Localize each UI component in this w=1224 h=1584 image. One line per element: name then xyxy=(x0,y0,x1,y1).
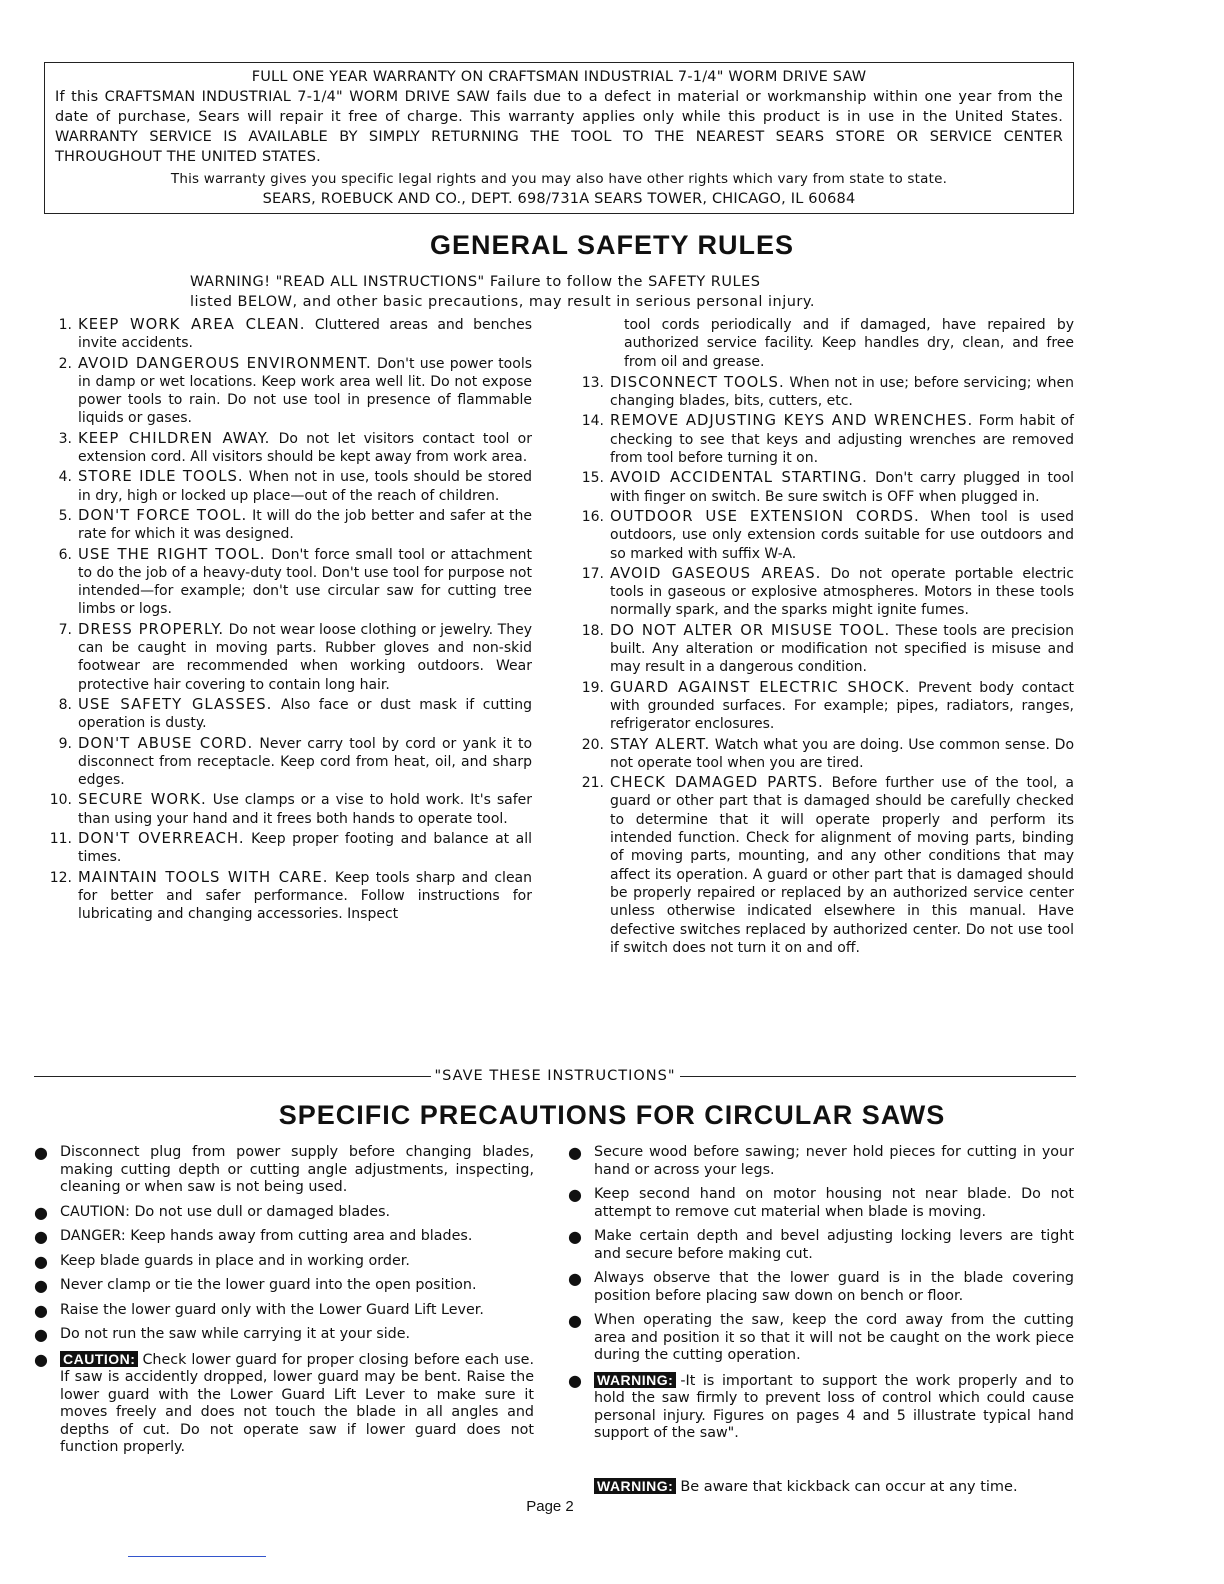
rule-item xyxy=(572,736,1074,773)
rule-text: It will do the job better and safer at the rate for which it was designed. xyxy=(78,507,532,543)
warning-label: WARNING: xyxy=(594,1478,676,1494)
precaution-text: Secure wood before sawing; never hold pieces for cutting in your hand or across your legs. xyxy=(594,1144,1074,1178)
rule-item xyxy=(40,696,532,733)
rule-heading: USE THE RIGHT TOOL. xyxy=(78,545,266,563)
rule-number: 8. xyxy=(58,696,72,713)
rule-heading: GUARD AGAINST ELECTRIC SHOCK. xyxy=(610,678,911,696)
precautions-right-column xyxy=(568,1144,1074,1450)
precaution-item xyxy=(34,1351,534,1457)
precaution-text: Disconnect plug from power supply before changing blades, making cutting depth or cutting angle adjustments, inspecting, cleaning or when saw is not being used. xyxy=(60,1144,534,1195)
rule-text: Keep proper footing and balance at all times. xyxy=(78,831,533,866)
rule-number: 20. xyxy=(581,736,604,753)
rule-number: 9. xyxy=(58,735,72,752)
rule-heading: STAY ALERT. xyxy=(610,735,711,753)
rule-number: 11. xyxy=(49,831,72,848)
precaution-text: When operating the saw, keep the cord away from the cutting area and position it so that it will not be caught on the work piece during the cutting operation. xyxy=(594,1312,1074,1363)
rule-heading: DON'T OVERREACH. xyxy=(78,830,245,848)
rule-heading: KEEP WORK AREA CLEAN. xyxy=(78,316,306,333)
rule-text: Before further use of the tool, a guard or other part that is damaged should be carefully checked to determine that it will operate properly and perform its intended function. Check for alignment of moving parts, binding of moving parts, mounting, and any other conditions that may affect its operation. A guard or other part that is damaged should be properly repaired or replaced by an authorized service center unless otherwise indicated elsewhere in this manual. Have defective switches replaced by authorized center. Do not use tool if switch does not turn it on and off. xyxy=(610,775,1074,956)
rule-heading: CHECK DAMAGED PARTS. xyxy=(610,774,824,792)
warranty-title: FULL ONE YEAR WARRANTY ON CRAFTSMAN INDUSTRIAL 7-1/4" WORM DRIVE SAW xyxy=(251,69,867,85)
precaution-item xyxy=(34,1228,534,1246)
rule-item xyxy=(572,412,1074,467)
rule-text: When tool is used outdoors, use only extension cords suitable for use outdoors and so marked with suffix W-A. xyxy=(610,508,1074,562)
divider-line-left xyxy=(34,1076,431,1077)
footer-line xyxy=(128,1556,266,1557)
bullet-icon: ● xyxy=(568,1311,582,1330)
rule-item xyxy=(40,355,532,428)
precaution-item xyxy=(34,1302,534,1320)
precaution-item xyxy=(34,1277,534,1295)
bullet-icon: ● xyxy=(34,1349,48,1369)
precaution-item xyxy=(34,1253,534,1271)
precaution-item xyxy=(34,1144,534,1197)
rule-item xyxy=(40,468,532,505)
rule-item xyxy=(572,508,1074,563)
rule-number: 2. xyxy=(58,355,72,372)
warning-label: WARNING: xyxy=(594,1372,676,1388)
precaution-item xyxy=(568,1144,1074,1179)
rules-left-column xyxy=(40,316,532,926)
rule-item xyxy=(40,869,532,924)
rule-heading: DRESS PROPERLY. xyxy=(78,620,225,638)
rule-text: Use clamps or a vise to hold work. It's safer than using your hand and it frees both hands to operate tool. xyxy=(78,792,532,827)
rule-number: 12. xyxy=(49,869,72,886)
precaution-item xyxy=(568,1186,1074,1221)
precaution-text: Keep second hand on motor housing not near blade. Do not attempt to remove cut material when blade is moving. xyxy=(594,1186,1074,1220)
rule-number: 16. xyxy=(581,508,604,525)
rule-item xyxy=(40,830,532,867)
rule-number: 3. xyxy=(58,430,72,447)
rule-item xyxy=(572,774,1074,957)
bullet-icon: ● xyxy=(568,1227,582,1246)
precautions-left-column xyxy=(34,1144,534,1464)
save-instructions-divider xyxy=(34,1068,1076,1084)
rule-item xyxy=(40,507,532,544)
rule-number: 4. xyxy=(58,469,72,486)
rule-item xyxy=(40,546,532,619)
precaution-text: -It is important to support the work properly and to hold the saw firmly to prevent loss of control which could cause personal injury. Figures on pages 4 and 5 illustrate typical hand support of the saw". xyxy=(594,1372,1074,1441)
intro-line-1: WARNING! "READ ALL INSTRUCTIONS" Failure to follow the SAFETY RULES xyxy=(190,274,761,290)
kickback-warning xyxy=(594,1478,1018,1495)
rule-12-continuation: tool cords periodically and if damaged, have repaired by authorized service facility. Keep handles dry, clean, and free from oil and grease. xyxy=(624,317,1074,370)
rule-text: Don't force small tool or attachment to do the job of a heavy-duty tool. Don't use tool for purpose not intended—for example; don't use circular saw for cutting tree limbs or logs. xyxy=(78,546,532,618)
rule-heading: SECURE WORK. xyxy=(78,791,207,809)
rule-heading: DON'T ABUSE CORD. xyxy=(78,734,254,752)
precaution-text: CAUTION: Do not use dull or damaged blades. xyxy=(60,1203,391,1220)
rule-heading: STORE IDLE TOOLS. xyxy=(78,468,244,486)
rule-heading: MAINTAIN TOOLS WITH CARE. xyxy=(78,868,329,886)
general-safety-intro xyxy=(190,272,930,312)
rule-text: Also face or dust mask if cutting operation is dusty. xyxy=(78,696,533,732)
rule-number: 6. xyxy=(58,546,72,563)
rules-right-column xyxy=(572,316,1074,959)
precaution-item xyxy=(568,1372,1074,1443)
bullet-icon: ● xyxy=(568,1370,582,1390)
rule-text: These tools are precision built. Any alteration or modification not specified is misuse and may result in a dangerous condition. xyxy=(610,622,1075,676)
rule-heading: KEEP CHILDREN AWAY. xyxy=(78,429,271,447)
rule-item xyxy=(40,316,532,353)
precaution-text: Make certain depth and bevel adjusting locking levers are tight and secure before making cut. xyxy=(594,1228,1074,1262)
warranty-body: If this CRAFTSMAN INDUSTRIAL 7-1/4" WORM DRIVE SAW fails due to a defect in material or workmanship within one year from the date of purchase, Sears will repair it free of charge. This warranty applies only while this product is in use in the United States. WARRANTY SERVICE IS AVAILABLE BY SIMPLY RETURNING THE TOOL TO THE NEAREST SEARS STORE OR SERVICE CENTER THROUGHOUT THE UNITED STATES. xyxy=(55,89,1063,165)
rule-heading: DON'T FORCE TOOL. xyxy=(78,506,248,524)
rule-number: 15. xyxy=(581,470,604,487)
precaution-item xyxy=(34,1326,534,1344)
rule-text: Never carry tool by cord or yank it to disconnect from receptacle. Keep cord from heat, oil, and sharp edges. xyxy=(78,735,533,789)
rule-text: Do not wear loose clothing or jewelry. They can be caught in moving parts. Rubber gloves and non-skid footwear are recommended when working outdoors. Wear protective hair covering to contain long hair. xyxy=(78,621,532,693)
bullet-icon: ● xyxy=(34,1251,48,1271)
rule-text: Don't carry plugged in tool with finger on switch. Be sure switch is OFF when plugged in. xyxy=(610,470,1075,505)
precaution-text: Keep blade guards in place and in working order. xyxy=(60,1252,410,1269)
rule-number: 1. xyxy=(58,317,72,333)
rule-item xyxy=(40,735,532,790)
bullet-icon: ● xyxy=(34,1227,48,1246)
bullet-icon: ● xyxy=(34,1143,48,1162)
precaution-text: Raise the lower guard only with the Lower Guard Lift Lever. xyxy=(60,1301,484,1318)
rule-heading: USE SAFETY GLASSES. xyxy=(78,695,273,713)
rule-number: 17. xyxy=(581,565,604,582)
rule-item xyxy=(572,565,1074,620)
specific-precautions-title: SPECIFIC PRECAUTIONS FOR CIRCULAR SAWS xyxy=(278,1100,946,1130)
precaution-item xyxy=(568,1228,1074,1263)
bullet-icon: ● xyxy=(568,1269,582,1288)
rule-item xyxy=(572,622,1074,677)
rule-text: Form habit of checking to see that keys and adjusting wrenches are removed from tool before turning it on. xyxy=(610,413,1074,467)
rule-item xyxy=(572,469,1074,506)
bullet-icon: ● xyxy=(568,1143,582,1162)
intro-line-2: listed BELOW, and other basic precautions, may result in serious personal injury. xyxy=(190,294,816,310)
rule-heading: AVOID ACCIDENTAL STARTING. xyxy=(610,469,868,487)
rule-item xyxy=(40,621,532,694)
bullet-icon: ● xyxy=(34,1325,48,1344)
precaution-text: Never clamp or tie the lower guard into the open position. xyxy=(60,1277,477,1293)
bullet-icon: ● xyxy=(34,1202,48,1222)
precaution-text: Always observe that the lower guard is in the blade covering position before placing saw down on bench or floor. xyxy=(594,1270,1074,1304)
precaution-text: DANGER: Keep hands away from cutting area and blades. xyxy=(60,1228,473,1244)
rule-item xyxy=(572,374,1074,411)
page-number: Page 2 xyxy=(526,1498,574,1515)
rule-number: 19. xyxy=(581,679,604,696)
precaution-item xyxy=(568,1270,1074,1305)
bullet-icon: ● xyxy=(568,1185,582,1204)
warranty-rights: This warranty gives you specific legal rights and you may also have other rights which vary from state to state. xyxy=(170,171,948,187)
rule-item xyxy=(40,791,532,828)
rule-number: 21. xyxy=(581,775,604,792)
rule-heading: AVOID GASEOUS AREAS. xyxy=(610,564,822,582)
rule-text: Keep tools sharp and clean for better and safer performance. Follow instructions for lubricating and changing accessories. Inspect xyxy=(78,869,533,923)
rule-text: Do not operate portable electric tools in gaseous or explosive atmospheres. Motors in these tools normally spark, and the sparks might ignite fumes. xyxy=(610,565,1075,619)
precaution-text: Do not run the saw while carrying it at your side. xyxy=(60,1326,411,1342)
rule-number: 5. xyxy=(58,507,72,524)
rule-heading: OUTDOOR USE EXTENSION CORDS. xyxy=(610,507,920,525)
bullet-icon: ● xyxy=(34,1276,48,1295)
divider-line-right xyxy=(680,1076,1077,1077)
warranty-box xyxy=(44,62,1074,214)
precaution-item xyxy=(34,1204,534,1222)
rule-text: Do not let visitors contact tool or extension cord. All visitors should be kept away from work area. xyxy=(78,430,532,466)
rule-heading: DISCONNECT TOOLS. xyxy=(610,373,785,391)
rule-text: Cluttered areas and benches invite accidents. xyxy=(78,317,532,352)
kickback-warning-text: Be aware that kickback can occur at any time. xyxy=(680,1479,1018,1495)
warranty-address: SEARS, ROEBUCK AND CO., DEPT. 698/731A SEARS TOWER, CHICAGO, IL 60684 xyxy=(262,191,856,207)
rule-text: Prevent body contact with grounded surfaces. For example; pipes, radiators, ranges, refrigerator enclosures. xyxy=(610,679,1075,733)
general-safety-title: GENERAL SAFETY RULES xyxy=(429,230,795,260)
caution-label: CAUTION: xyxy=(60,1351,138,1367)
rule-item xyxy=(40,430,532,467)
rule-text: When not in use; before servicing; when changing blades, bits, cutters, etc. xyxy=(610,374,1074,410)
rule-heading: AVOID DANGEROUS ENVIRONMENT. xyxy=(78,354,372,372)
precaution-item xyxy=(568,1312,1074,1365)
rule-heading: REMOVE ADJUSTING KEYS AND WRENCHES. xyxy=(610,412,974,430)
rule-text: When not in use, tools should be stored in dry, high or locked up place—out of the reach of children. xyxy=(78,469,533,504)
rule-text: Watch what you are doing. Use common sense. Do not operate tool when you are tired. xyxy=(610,736,1075,771)
rule-text: Don't use power tools in damp or wet locations. Keep work area well lit. Do not expose power tools to rain. Do not use tool in presence of flammable liquids or gases. xyxy=(78,355,532,427)
precaution-text: Check lower guard for proper closing before each use. If saw is accidently dropped, lower guard may be bent. Raise the lower guard with the Lower Guard Lift Lever to make sure it moves freely and does not touch the blade in all angles and depths of cut. Do not operate saw if lower guard does not function properly. xyxy=(60,1351,534,1455)
rule-number: 13. xyxy=(581,374,604,391)
rule-number: 18. xyxy=(581,622,604,639)
rule-number: 14. xyxy=(581,413,604,430)
rule-heading: DO NOT ALTER OR MISUSE TOOL. xyxy=(610,621,891,639)
rule-number: 7. xyxy=(58,621,72,638)
save-instructions-text: "SAVE THESE INSTRUCTIONS" xyxy=(434,1068,676,1084)
bullet-icon: ● xyxy=(34,1300,48,1320)
rule-item xyxy=(572,679,1074,734)
rule-number: 10. xyxy=(49,792,72,809)
